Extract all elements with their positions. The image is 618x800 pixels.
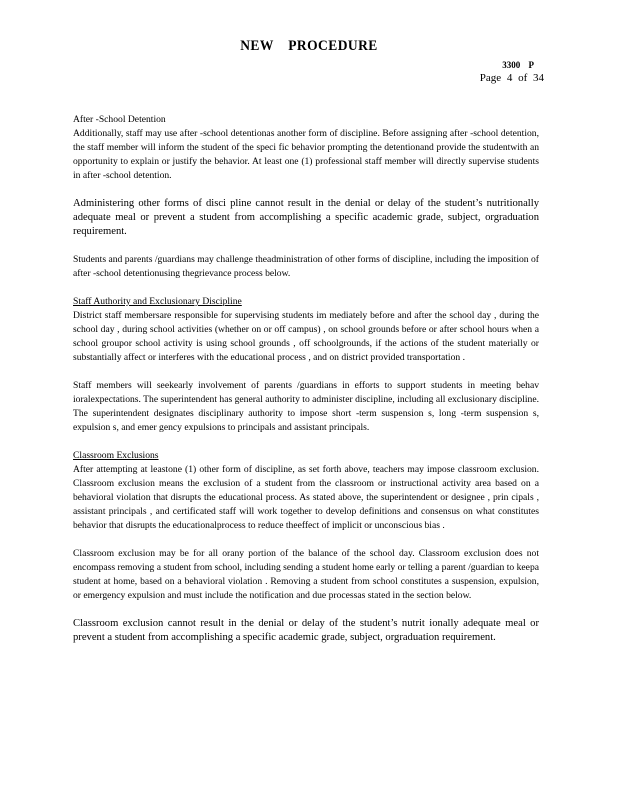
paragraph: Additionally, staff may use after -school detentionas another form of discipline. Before assigning after -school detention, the staff member will inform the student of the speci fic behavior prompting the detentionand provide the studentwith an opportunity to explain or justify the behavior. At least one (1) professional staff member will directly supervise students in after -school detention. bbox=[73, 128, 539, 181]
paragraph: Classroom exclusion may be for all orany portion of the balance of the school day. Classroom exclusion does not encompass removing a student from school, including sending a student home early or telling a parent /guardian to keepa student at home, based on a behavioral violation . Removing a student from school constitutes a suspension, expulsion, or emergency expulsion and must include the notification and due processas stated in the section below. bbox=[73, 548, 539, 601]
document-body bbox=[73, 113, 539, 645]
section-heading-staff-authority: Staff Authority and Exclusionary Discipline bbox=[73, 296, 242, 307]
section-heading-after-school: After -School Detention bbox=[73, 114, 166, 125]
paragraph: Classroom exclusion cannot result in the denial or delay of the student’s nutrit ionally adequate meal or prevent a student from accomplishing a specific academic grade, subject, orgraduation requirement. bbox=[73, 618, 539, 643]
paragraph: Staff members will seekearly involvement of parents /guardians in efforts to support students in meeting behav ioralexpectations. The superintendent has general authority to administer discipline, including all exclusionary discipline. The superintendent designates disciplinary authority to impose short -term suspension s, long -term suspension s, expulsion s, and emer gency expulsions to principals and assistant principals. bbox=[73, 380, 539, 433]
paragraph: Students and parents /guardians may challenge theadministration of other forms of discipline, including the imposition of after -school detentionusing thegrievance process below. bbox=[73, 254, 539, 279]
paragraph: Administering other forms of disci pline cannot result in the denial or delay of the student’s nutritionally adequate meal or prevent a student from accomplishing a specific academic grade, subject, orgraduation requirement. bbox=[73, 198, 539, 237]
page-number: Page 4 of 34 bbox=[479, 72, 544, 84]
paragraph: District staff membersare responsible for supervising students im mediately before and after the school day , during the school day , during school activities (whether on or off campus) , on school grounds before or after school hours when a school groupor school activity is using school grounds , off schoolgrounds, if the actions of the student materially or substantially affect or interferes with the educational process , and on district provided transportation . bbox=[73, 310, 539, 363]
page-title: NEW PROCEDURE bbox=[240, 38, 378, 54]
paragraph: After attempting at leastone (1) other form of discipline, as set forth above, teachers may impose classroom exclusion. Classroom exclusion means the exclusion of a student from the classroom or instructional activity area based on a behavioral violation that disrupts the educational process. As stated above, the superintendent or designee , prin cipals , assistant principals , and certificated staff will work together to develop definitions and consensus on what constitutes behavior that disrupts the educationalprocess to reduce theeffect of implicit or unconscious bias . bbox=[73, 464, 539, 531]
section-heading-classroom-exclusions: Classroom Exclusions bbox=[73, 450, 159, 461]
policy-number: 3300 P bbox=[502, 60, 534, 70]
